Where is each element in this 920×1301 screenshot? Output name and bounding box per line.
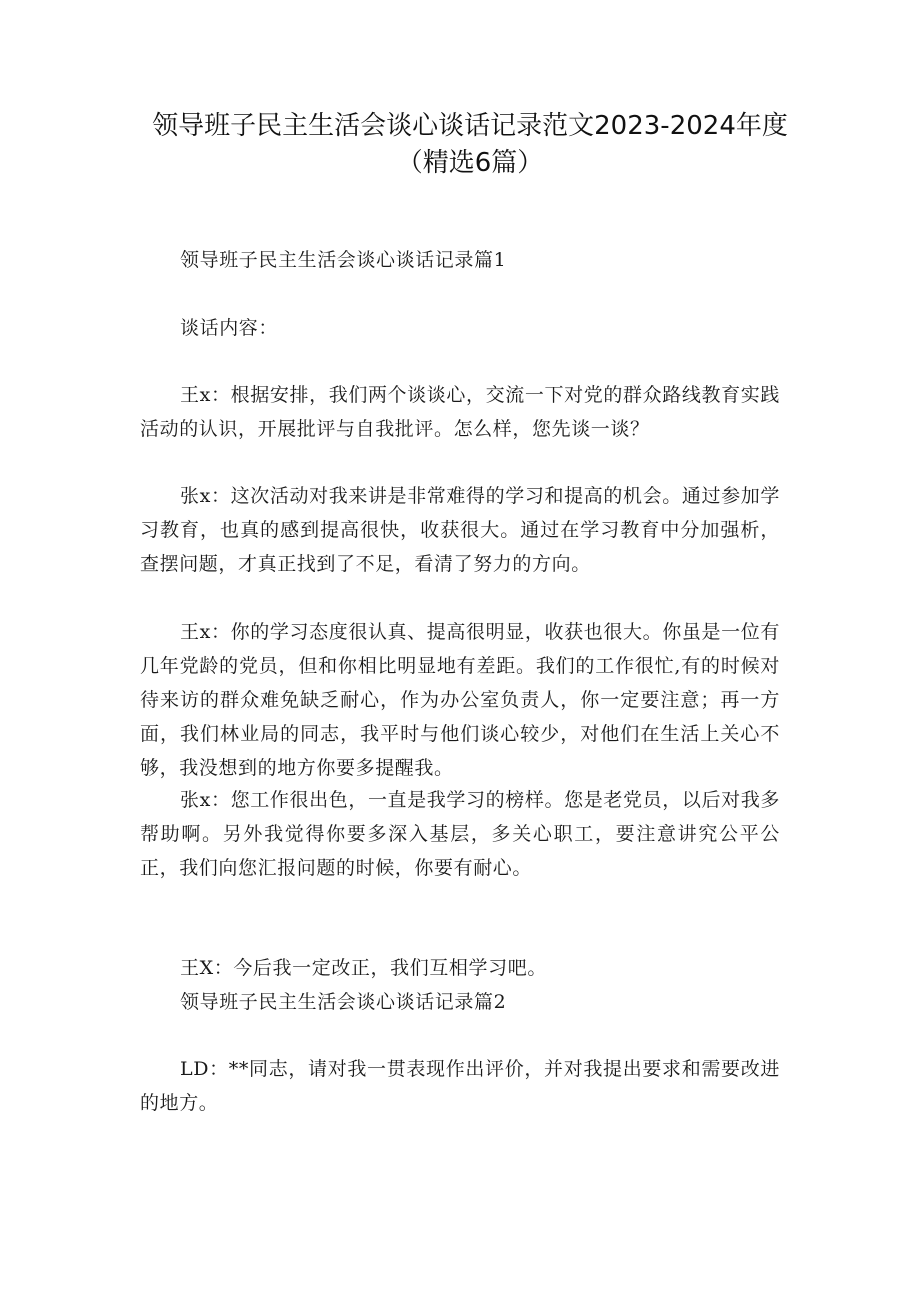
document-title: 领导班子民主生活会谈心谈话记录范文2023-2024年度（精选6篇） bbox=[152, 111, 788, 178]
talk-content-label: 谈话内容： bbox=[180, 317, 279, 339]
dialogue-paragraph: 张x：这次活动对我来讲是非常难得的学习和提高的机会。通过参加学习教育，也真的感到提高很快，收获很大。通过在学习教育中分加强析，查摆问题，才真正找到了不足，看清了努力的方向。 bbox=[140, 485, 780, 575]
section-heading-1: 领导班子民主生活会谈心谈话记录篇1 bbox=[180, 249, 507, 271]
dialogue-paragraph: 张x：您工作很出色，一直是我学习的榜样。您是老党员，以后对我多帮助啊。另外我觉得你要多深入基层，多关心职工，要注意讲究公平公正，我们向您汇报问题的时候，你要有耐心。 bbox=[140, 789, 780, 879]
dialogue-paragraph: LD：**同志，请对我一贯表现作出评价，并对我提出要求和需要改进的地方。 bbox=[140, 1058, 780, 1114]
dialogue-paragraph: 王x：你的学习态度很认真、提高很明显，收获也很大。你虽是一位有几年党龄的党员，但和你相比明显地有差距。我们的工作很忙,有的时候对待来访的群众难免缺乏耐心，作为办公室负责人，你一定要注意；再一方面，我们林业局的同志，我平时与他们谈心较少，对他们在生活上关心不够，我没想到的地方你要多提醒我。 bbox=[140, 621, 780, 779]
dialogue-paragraph: 王X：今后我一定改正，我们互相学习吧。 bbox=[180, 957, 547, 979]
dialogue-paragraph: 王x：根据安排，我们两个谈谈心，交流一下对党的群众路线教育实践活动的认识，开展批评与自我批评。怎么样，您先谈一谈？ bbox=[140, 384, 780, 440]
section-heading-2: 领导班子民主生活会谈心谈话记录篇2 bbox=[180, 991, 507, 1013]
